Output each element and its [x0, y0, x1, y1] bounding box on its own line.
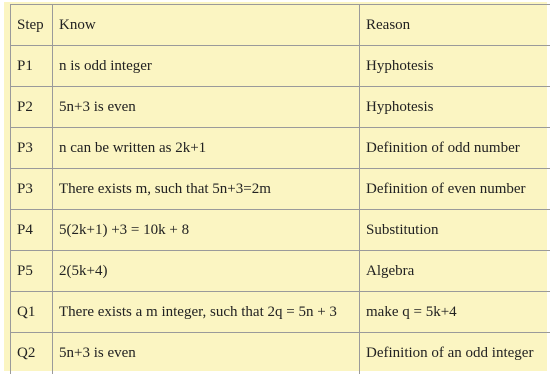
- table-row: [11, 210, 550, 251]
- step-cell: P4: [11, 210, 53, 251]
- step-cell: P5: [11, 251, 53, 292]
- table-row: [11, 46, 550, 87]
- reason-cell: Hyphotesis: [360, 87, 550, 128]
- know-cell: There exists m, such that 5n+3=2m: [53, 169, 360, 210]
- step-cell: P1: [11, 46, 53, 87]
- table-row: [11, 292, 550, 333]
- step-cell: Q1: [11, 292, 53, 333]
- table-row: [11, 87, 550, 128]
- table-row: [11, 333, 550, 374]
- header-know: Know: [53, 5, 360, 46]
- step-cell: P2: [11, 87, 53, 128]
- header-row: [11, 5, 550, 46]
- proof-table-container: [4, 2, 547, 371]
- table-row: [11, 251, 550, 292]
- reason-cell: Substitution: [360, 210, 550, 251]
- header-reason: Reason: [360, 5, 550, 46]
- reason-cell: make q = 5k+4: [360, 292, 550, 333]
- reason-cell: Definition of odd number: [360, 128, 550, 169]
- reason-cell: Definition of an odd integer: [360, 333, 550, 374]
- step-cell: P3: [11, 128, 53, 169]
- table-row: [11, 128, 550, 169]
- header-step: Step: [11, 5, 53, 46]
- reason-cell: Definition of even number: [360, 169, 550, 210]
- step-cell: Q2: [11, 333, 53, 374]
- know-cell: 5n+3 is even: [53, 87, 360, 128]
- know-cell: n is odd integer: [53, 46, 360, 87]
- know-cell: n can be written as 2k+1: [53, 128, 360, 169]
- know-cell: 5(2k+1) +3 = 10k + 8: [53, 210, 360, 251]
- table-row: [11, 169, 550, 210]
- proof-table: [10, 4, 550, 374]
- know-cell: 5n+3 is even: [53, 333, 360, 374]
- reason-cell: Algebra: [360, 251, 550, 292]
- reason-cell: Hyphotesis: [360, 46, 550, 87]
- step-cell: P3: [11, 169, 53, 210]
- know-cell: There exists a m integer, such that 2q = 5n + 3: [53, 292, 360, 333]
- know-cell: 2(5k+4): [53, 251, 360, 292]
